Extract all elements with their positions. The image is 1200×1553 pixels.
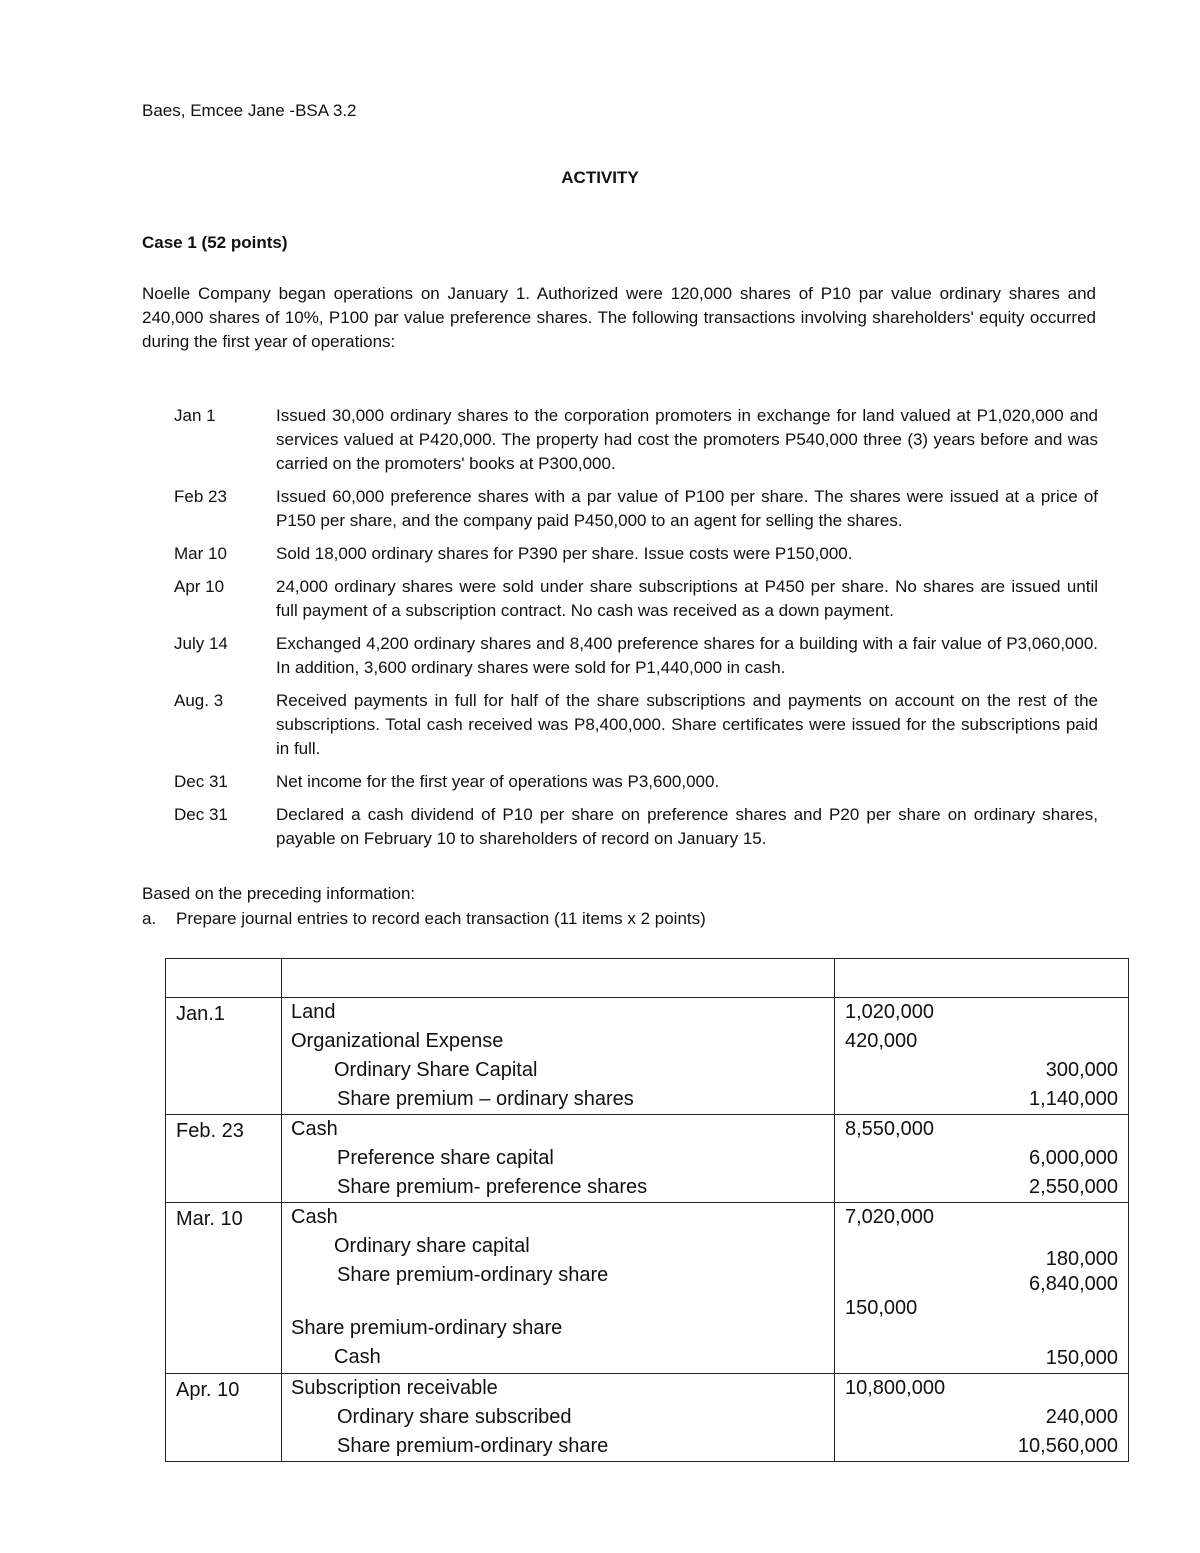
journal-entries-table <box>165 958 1129 1462</box>
account-name: Cash <box>291 1206 338 1228</box>
credit-amount: 6,000,000 <box>1029 1147 1118 1169</box>
account-cell <box>282 1203 835 1374</box>
header-cell <box>166 959 282 998</box>
debit-amount: 8,550,000 <box>845 1118 934 1140</box>
credit-amount: 240,000 <box>1045 1406 1118 1428</box>
account-cell <box>282 1115 835 1203</box>
transaction-list <box>142 404 1098 860</box>
question-lead: Based on the preceding information: <box>142 884 416 903</box>
debit-amount: 1,020,000 <box>845 1001 934 1023</box>
account-name: Ordinary Share Capital <box>334 1059 538 1081</box>
case-intro-paragraph: Noelle Company began operations on January 1. Authorized were 120,000 shares of P10 par value ordinary shares and 240,000 shares of 10%, P100 par value preference shares. The following transactions involving shareholders' equity occurred during the first year of operations: <box>142 284 1096 351</box>
transaction-item <box>142 485 1098 533</box>
transaction-description: Declared a cash dividend of P10 per share on preference shares and P20 per share on ordinary shares, payable on February 10 to shareholders of record on January 15. <box>276 805 1098 848</box>
credit-amount: 2,550,000 <box>1029 1176 1118 1198</box>
transaction-date: Dec 31 <box>174 805 228 824</box>
account-cell <box>282 1374 835 1462</box>
debit-amount: 10,800,000 <box>845 1377 946 1399</box>
credit-amount: 150,000 <box>1045 1347 1118 1369</box>
account-name: Cash <box>291 1118 338 1140</box>
amount-cell <box>835 1203 1129 1374</box>
credit-amount: 6,840,000 <box>1029 1273 1118 1295</box>
transaction-date: July 14 <box>174 634 228 653</box>
account-name: Share premium-ordinary share <box>291 1317 563 1339</box>
spacer <box>835 1323 1128 1344</box>
account-name: Share premium- preference shares <box>337 1176 648 1198</box>
debit-amount: 420,000 <box>845 1030 918 1052</box>
entry-date: Feb. 23 <box>166 1115 282 1203</box>
account-name: Share premium-ordinary share <box>337 1264 609 1286</box>
transaction-item <box>142 575 1098 623</box>
transaction-description: Exchanged 4,200 ordinary shares and 8,400 preference shares for a building with a fair value of P3,060,000. In addition, 3,600 ordinary shares were sold for P1,440,000 in cash. <box>276 634 1098 677</box>
list-marker: a. <box>142 909 157 928</box>
transaction-date: Jan 1 <box>174 406 216 425</box>
account-name: Share premium-ordinary share <box>337 1435 609 1457</box>
account-name: Organizational Expense <box>291 1030 504 1052</box>
transaction-date: Mar 10 <box>174 544 227 563</box>
spacer <box>282 1290 834 1314</box>
header-cell <box>282 959 835 998</box>
entry-date: Apr. 10 <box>166 1374 282 1462</box>
transaction-item <box>142 404 1098 476</box>
transaction-description: Net income for the first year of operations was P3,600,000. <box>276 772 720 791</box>
amount-cell <box>835 1374 1129 1462</box>
transaction-item <box>142 689 1098 761</box>
account-name: Ordinary share capital <box>334 1235 530 1257</box>
page-title: ACTIVITY <box>561 168 639 187</box>
account-name: Land <box>291 1001 336 1023</box>
account-name: Preference share capital <box>337 1147 554 1169</box>
transaction-date: Dec 31 <box>174 772 228 791</box>
table-header-row <box>166 959 1129 998</box>
transaction-description: Sold 18,000 ordinary shares for P390 per share. Issue costs were P150,000. <box>276 544 853 563</box>
transaction-date: Apr 10 <box>174 577 225 596</box>
header-cell <box>835 959 1129 998</box>
transaction-date: Aug. 3 <box>174 691 224 710</box>
transaction-description: Issued 30,000 ordinary shares to the corporation promoters in exchange for land valued at P1,020,000 and services valued at P420,000. The property had cost the promoters P540,000 three (3) years before and was carried on the promoters' books at P300,000. <box>276 406 1098 473</box>
table-row <box>166 1115 1129 1203</box>
transaction-item <box>142 803 1098 851</box>
amount-cell <box>835 1115 1129 1203</box>
transaction-date: Feb 23 <box>174 487 227 506</box>
account-name: Ordinary share subscribed <box>337 1406 572 1428</box>
debit-amount: 150,000 <box>845 1297 918 1319</box>
account-name: Subscription receivable <box>291 1377 498 1399</box>
account-cell <box>282 998 835 1115</box>
credit-amount: 1,140,000 <box>1029 1088 1118 1110</box>
amount-cell <box>835 998 1129 1115</box>
entry-date: Mar. 10 <box>166 1203 282 1374</box>
debit-amount: 7,020,000 <box>845 1206 934 1228</box>
transaction-description: Received payments in full for half of the share subscriptions and payments on account on the rest of the subscriptions. Total cash received was P8,400,000. Share certificates were issued for the subscriptions paid in full. <box>276 691 1098 758</box>
question-item-a <box>142 909 706 929</box>
table-row <box>166 998 1129 1115</box>
credit-amount: 180,000 <box>1045 1248 1118 1270</box>
question-text: Prepare journal entries to record each transaction (11 items x 2 points) <box>176 909 706 928</box>
case-heading: Case 1 (52 points) <box>142 233 288 252</box>
author-line: Baes, Emcee Jane -BSA 3.2 <box>142 101 357 120</box>
spacer <box>835 1232 1128 1245</box>
table-row <box>166 1374 1129 1462</box>
transaction-description: Issued 60,000 preference shares with a par value of P100 per share. The shares were issued at a price of P150 per share, and the company paid P450,000 to an agent for selling the shares. <box>276 487 1098 530</box>
account-name: Cash <box>334 1346 381 1368</box>
credit-amount: 300,000 <box>1045 1059 1118 1081</box>
entry-date: Jan.1 <box>166 998 282 1115</box>
transaction-item <box>142 542 1098 566</box>
table-row <box>166 1203 1129 1374</box>
transaction-item <box>142 770 1098 794</box>
account-name: Share premium – ordinary shares <box>337 1088 634 1110</box>
transaction-item <box>142 632 1098 680</box>
credit-amount: 10,560,000 <box>1017 1435 1118 1457</box>
transaction-description: 24,000 ordinary shares were sold under share subscriptions at P450 per share. No shares are issued until full payment of a subscription contract. No cash was received as a down payment. <box>276 577 1098 620</box>
